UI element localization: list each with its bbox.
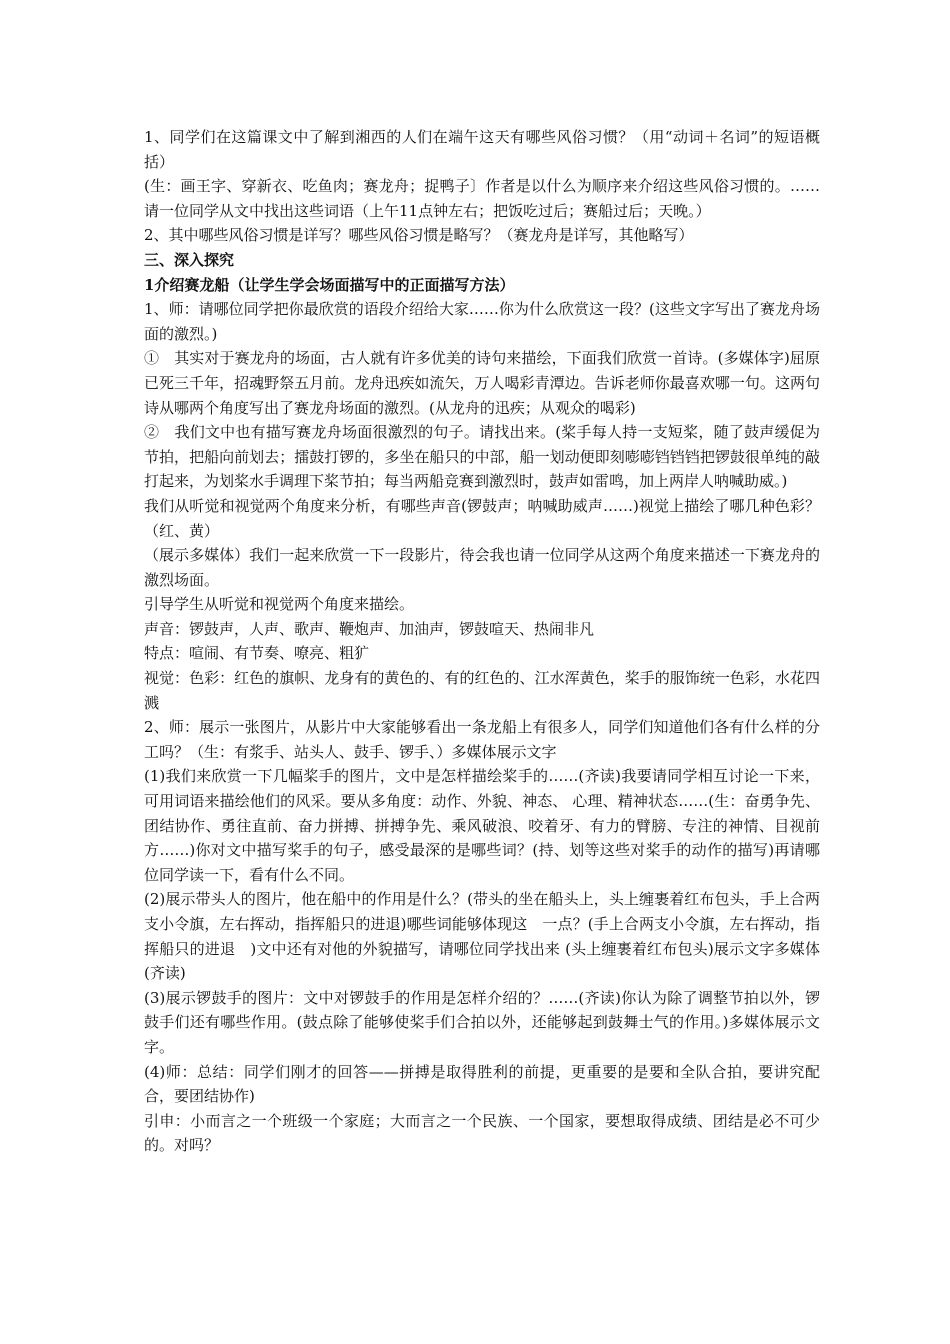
document-page xyxy=(144,125,820,1158)
subsection-heading: 1介绍赛龙船（让学生学会场面描写中的正面描写方法） xyxy=(144,275,515,294)
paragraph-item-2: (2)展示带头人的图片，他在船中的作用是什么？(带头的坐在船头上，头上缠裹着红布包头，手上合两支小令旗，左右挥动，指挥船只的进退)哪些词能够体现这 一点？(手上合两支小令旗，左右挥动，指挥船只的进退 )文中还有对他的外貌描写，请哪位同学找出来 (头上缠裹着红布包头)展示文字多媒体(齐读) xyxy=(144,890,820,983)
paragraph-guide: 引导学生从听觉和视觉两个角度来描绘。 xyxy=(144,595,415,614)
paragraph-item-3: (3)展示锣鼓手的图片：文中对锣鼓手的作用是怎样介绍的？……(齐读)你认为除了调整节拍以外，锣鼓手们还有哪些作用。(鼓点除了能够使桨手们合拍以外，还能够起到鼓舞士气的作用。)多媒体展示文字。 xyxy=(144,988,820,1056)
paragraph-analysis: 我们从听觉和视觉两个角度来分析，有哪些声音(锣鼓声；呐喊助威声……)视觉上描绘了哪几种色彩？（红、黄） xyxy=(144,496,820,540)
paragraph-q2: 2、其中哪些风俗习惯是详写？哪些风俗习惯是略写？（赛龙舟是详写，其他略写） xyxy=(144,226,694,245)
paragraph-item-4: (4)师：总结：同学们刚才的回答——拼搏是取得胜利的前提，更重要的是要和全队合拍，要讲究配合，要团结协作) xyxy=(144,1062,820,1106)
section-heading: 三、深入探究 xyxy=(144,250,235,269)
paragraph-media: （展示多媒体）我们一起来欣赏一下一段影片，待会我也请一位同学从这两个角度来描述一下赛龙舟的激烈场面。 xyxy=(144,546,820,589)
paragraph-answer-1: (生：画王字、穿新衣、吃鱼肉；赛龙舟；捉鸭子〕作者是以什么为顺序来介绍这些风俗习惯的。……请一位同学从文中找出这些词语（上午11点钟左右；把饭吃过后；赛船过后；天晚。） xyxy=(144,177,820,220)
paragraph-extension: 引申：小而言之一个班级一个家庭；大而言之一个民族、一个国家，要想取得成绩、团结是必不可少的。对吗？ xyxy=(144,1111,820,1155)
paragraph-point-1: ① 其实对于赛龙舟的场面，古人就有许多优美的诗句来描绘，下面我们欣赏一首诗。(多媒体字)屈原已死三千年，招魂野祭五月前。龙舟迅疾如流矢，万人喝彩青潭边。告诉老师你最喜欢哪一句。这两句诗从哪两个角度写出了赛龙舟场面的激烈。(从龙舟的迅疾；从观众的喝彩) xyxy=(144,349,820,417)
paragraph-sound: 声音：锣鼓声，人声、歌声、鞭炮声、加油声，锣鼓喧天、热闹非凡 xyxy=(144,619,595,638)
paragraph-visual: 视觉：色彩：红色的旗帜、龙身有的黄色的、有的红色的、江水浑黄色，桨手的服饰统一色彩，水花四溅 xyxy=(144,669,820,712)
paragraph-item-1: (1)我们来欣赏一下几幅桨手的图片，文中是怎样描绘桨手的……(齐读)我要请同学相互讨论一下来，可用词语来描绘他们的风采。要从多角度：动作、外貌、神态、 心理、精神状态……(生：奋勇争先、团结协作、勇往直前、奋力拼搏、拼搏争先、乘风破浪、咬着牙、有力的臂膀、专注的神情、目视前方……)你对文中描写桨手的句子，感受最深的是哪些词？(持、划等这些对桨手的动作的描写)再请哪位同学读一下，看有什么不同。 xyxy=(144,767,820,884)
paragraph-teacher-2: 2、师：展示一张图片，从影片中大家能够看出一条龙船上有很多人，同学们知道他们各有什么样的分工吗？（生：有浆手、站头人、鼓手、锣手、）多媒体展示文字 xyxy=(144,718,820,761)
paragraph-teacher-1: 1、师：请哪位同学把你最欣赏的语段介绍给大家……你为什么欣赏这一段？(这些文字写出了赛龙舟场面的激烈。) xyxy=(144,300,820,343)
paragraph-q1: 1、同学们在这篇课文中了解到湘西的人们在端午这天有哪些风俗习惯？（用“动词＋名词”的短语概括） xyxy=(144,128,820,171)
paragraph-point-2: ② 我们文中也有描写赛龙舟场面很激烈的句子。请找出来。(桨手每人持一支短桨，随了鼓声缓促为节拍，把船向前划去；擂鼓打锣的，多坐在船只的中部，船一划动便即刻嘭嘭铛铛铛把锣鼓很单纯的敲打起来，为划桨水手调理下桨节拍；每当两船竞赛到激烈时，鼓声如雷鸣，加上两岸人呐喊助威。) xyxy=(144,423,820,491)
paragraph-features: 特点：喧闹、有节奏、嘹亮、粗犷 xyxy=(144,644,370,663)
